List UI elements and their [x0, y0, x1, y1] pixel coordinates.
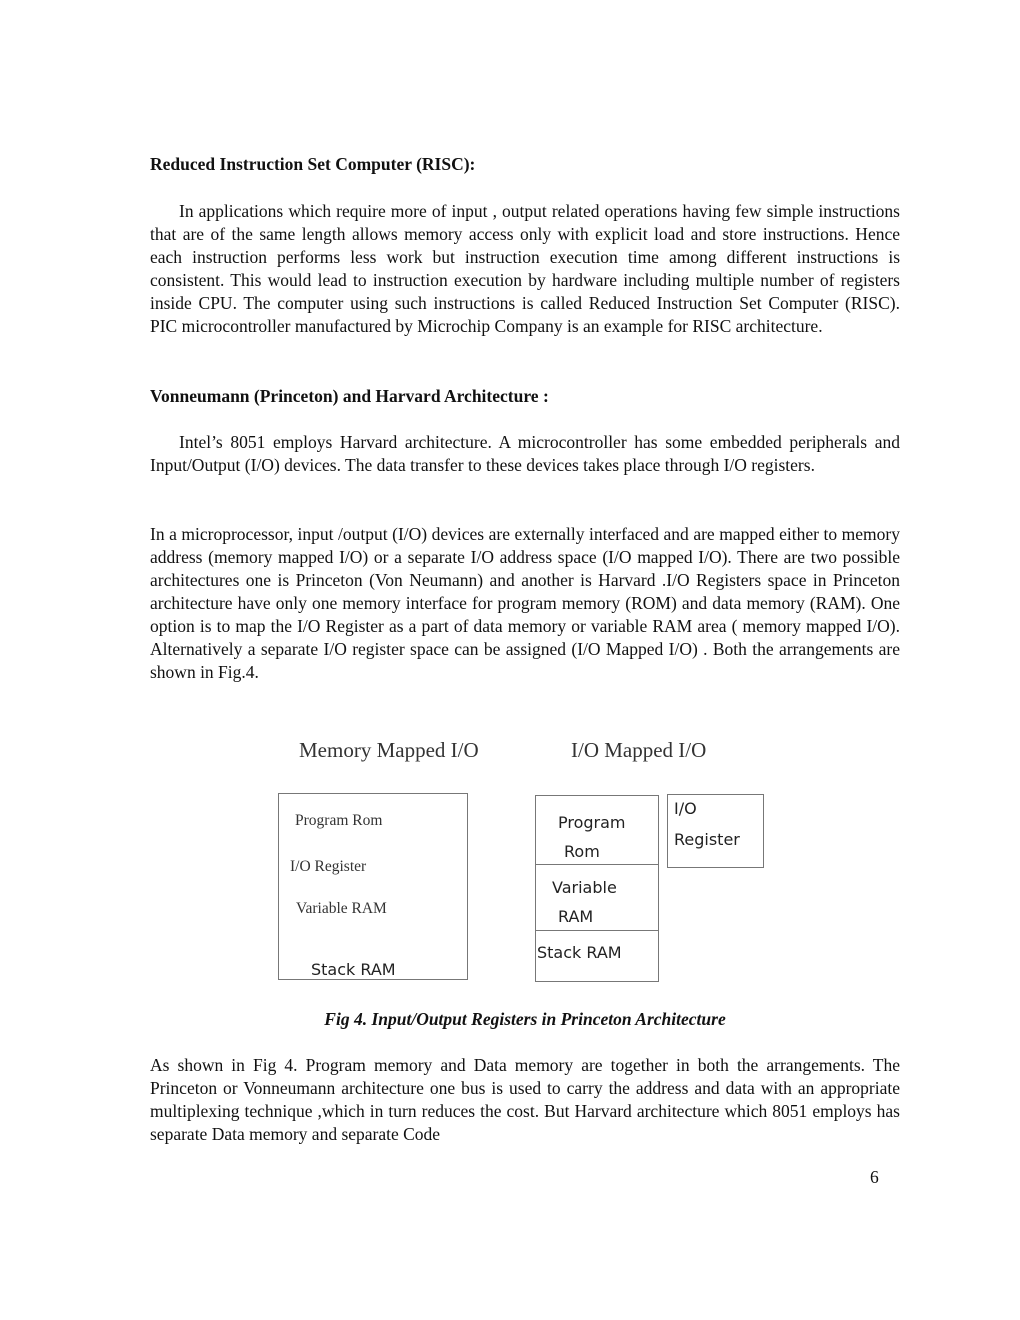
program-rom-label: Program Rom [295, 812, 383, 829]
divider-line [536, 864, 658, 865]
io-label: I/O [674, 799, 697, 818]
io-register-label: I/O Register [290, 858, 367, 875]
io-mapped-memory-block [535, 795, 659, 982]
architecture-heading: Vonneumann (Princeton) and Harvard Architecture : [150, 386, 549, 406]
figure-caption: Fig 4. Input/Output Registers in Princeton Architecture [324, 1009, 726, 1029]
intel-paragraph: Intel’s 8051 employs Harvard architecture. A microcontroller has some embedded peripherals and Input/Output (I/O) devices. The data transfer to these devices takes place through I/O registers. [150, 432, 900, 475]
io-mapping-paragraph: In a microprocessor, input /output (I/O) devices are externally interfaced and are mapped either to memory address (memory mapped I/O) or a separate I/O address space (I/O mapped I/O). There are two possible architectures one is Princeton (Von Neumann) and another is Harvard .I/O Registers space in Princeton architecture have only one memory interface for program memory (ROM) and data memory (RAM). One option is to map the I/O Register as a part of data memory or variable RAM area ( memory mapped I/O). Alternatively a separate I/O register space can be assigned (I/O Mapped I/O) . Both the arrangements are shown in Fig.4. [150, 524, 900, 682]
variable-label: Variable [552, 878, 617, 897]
divider-line [536, 930, 658, 931]
page-number: 6 [870, 1167, 879, 1187]
io-mapped-title: I/O Mapped I/O [571, 738, 707, 762]
stack-ram-label: Stack RAM [311, 960, 396, 979]
memory-mapped-title: Memory Mapped I/O [299, 738, 479, 762]
risc-heading: Reduced Instruction Set Computer (RISC): [150, 154, 476, 174]
risc-paragraph: In applications which require more of input , output related operations having few simple instructions that are of the same length allows memory access only with explicit load and store instructions. Hence each instruction performs less work but instruction execution time among different instructions is consistent. This would lead to instruction execution by hardware including multiple number of registers inside CPU. The computer using such instructions is called Reduced Instruction Set Computer (RISC). PIC microcontroller manufactured by Microchip Company is an example for RISC architecture. [150, 201, 900, 336]
ram-label: RAM [558, 907, 594, 926]
io-register-block [667, 794, 764, 868]
program-label: Program [558, 813, 626, 832]
register-label: Register [674, 830, 740, 849]
memory-mapped-block [278, 793, 468, 980]
comparison-paragraph: As shown in Fig 4. Program memory and Data memory are together in both the arrangements. The Princeton or Vonneumann architecture one bus is used to carry the address and data with an appropriate multiplexing technique ,which in turn reduces the cost. But Harvard architecture which 8051 employs has separate Data memory and separate Code [150, 1055, 900, 1144]
variable-ram-label: Variable RAM [296, 900, 387, 917]
rom-label: Rom [564, 842, 600, 861]
stack-ram-label: Stack RAM [537, 943, 622, 962]
